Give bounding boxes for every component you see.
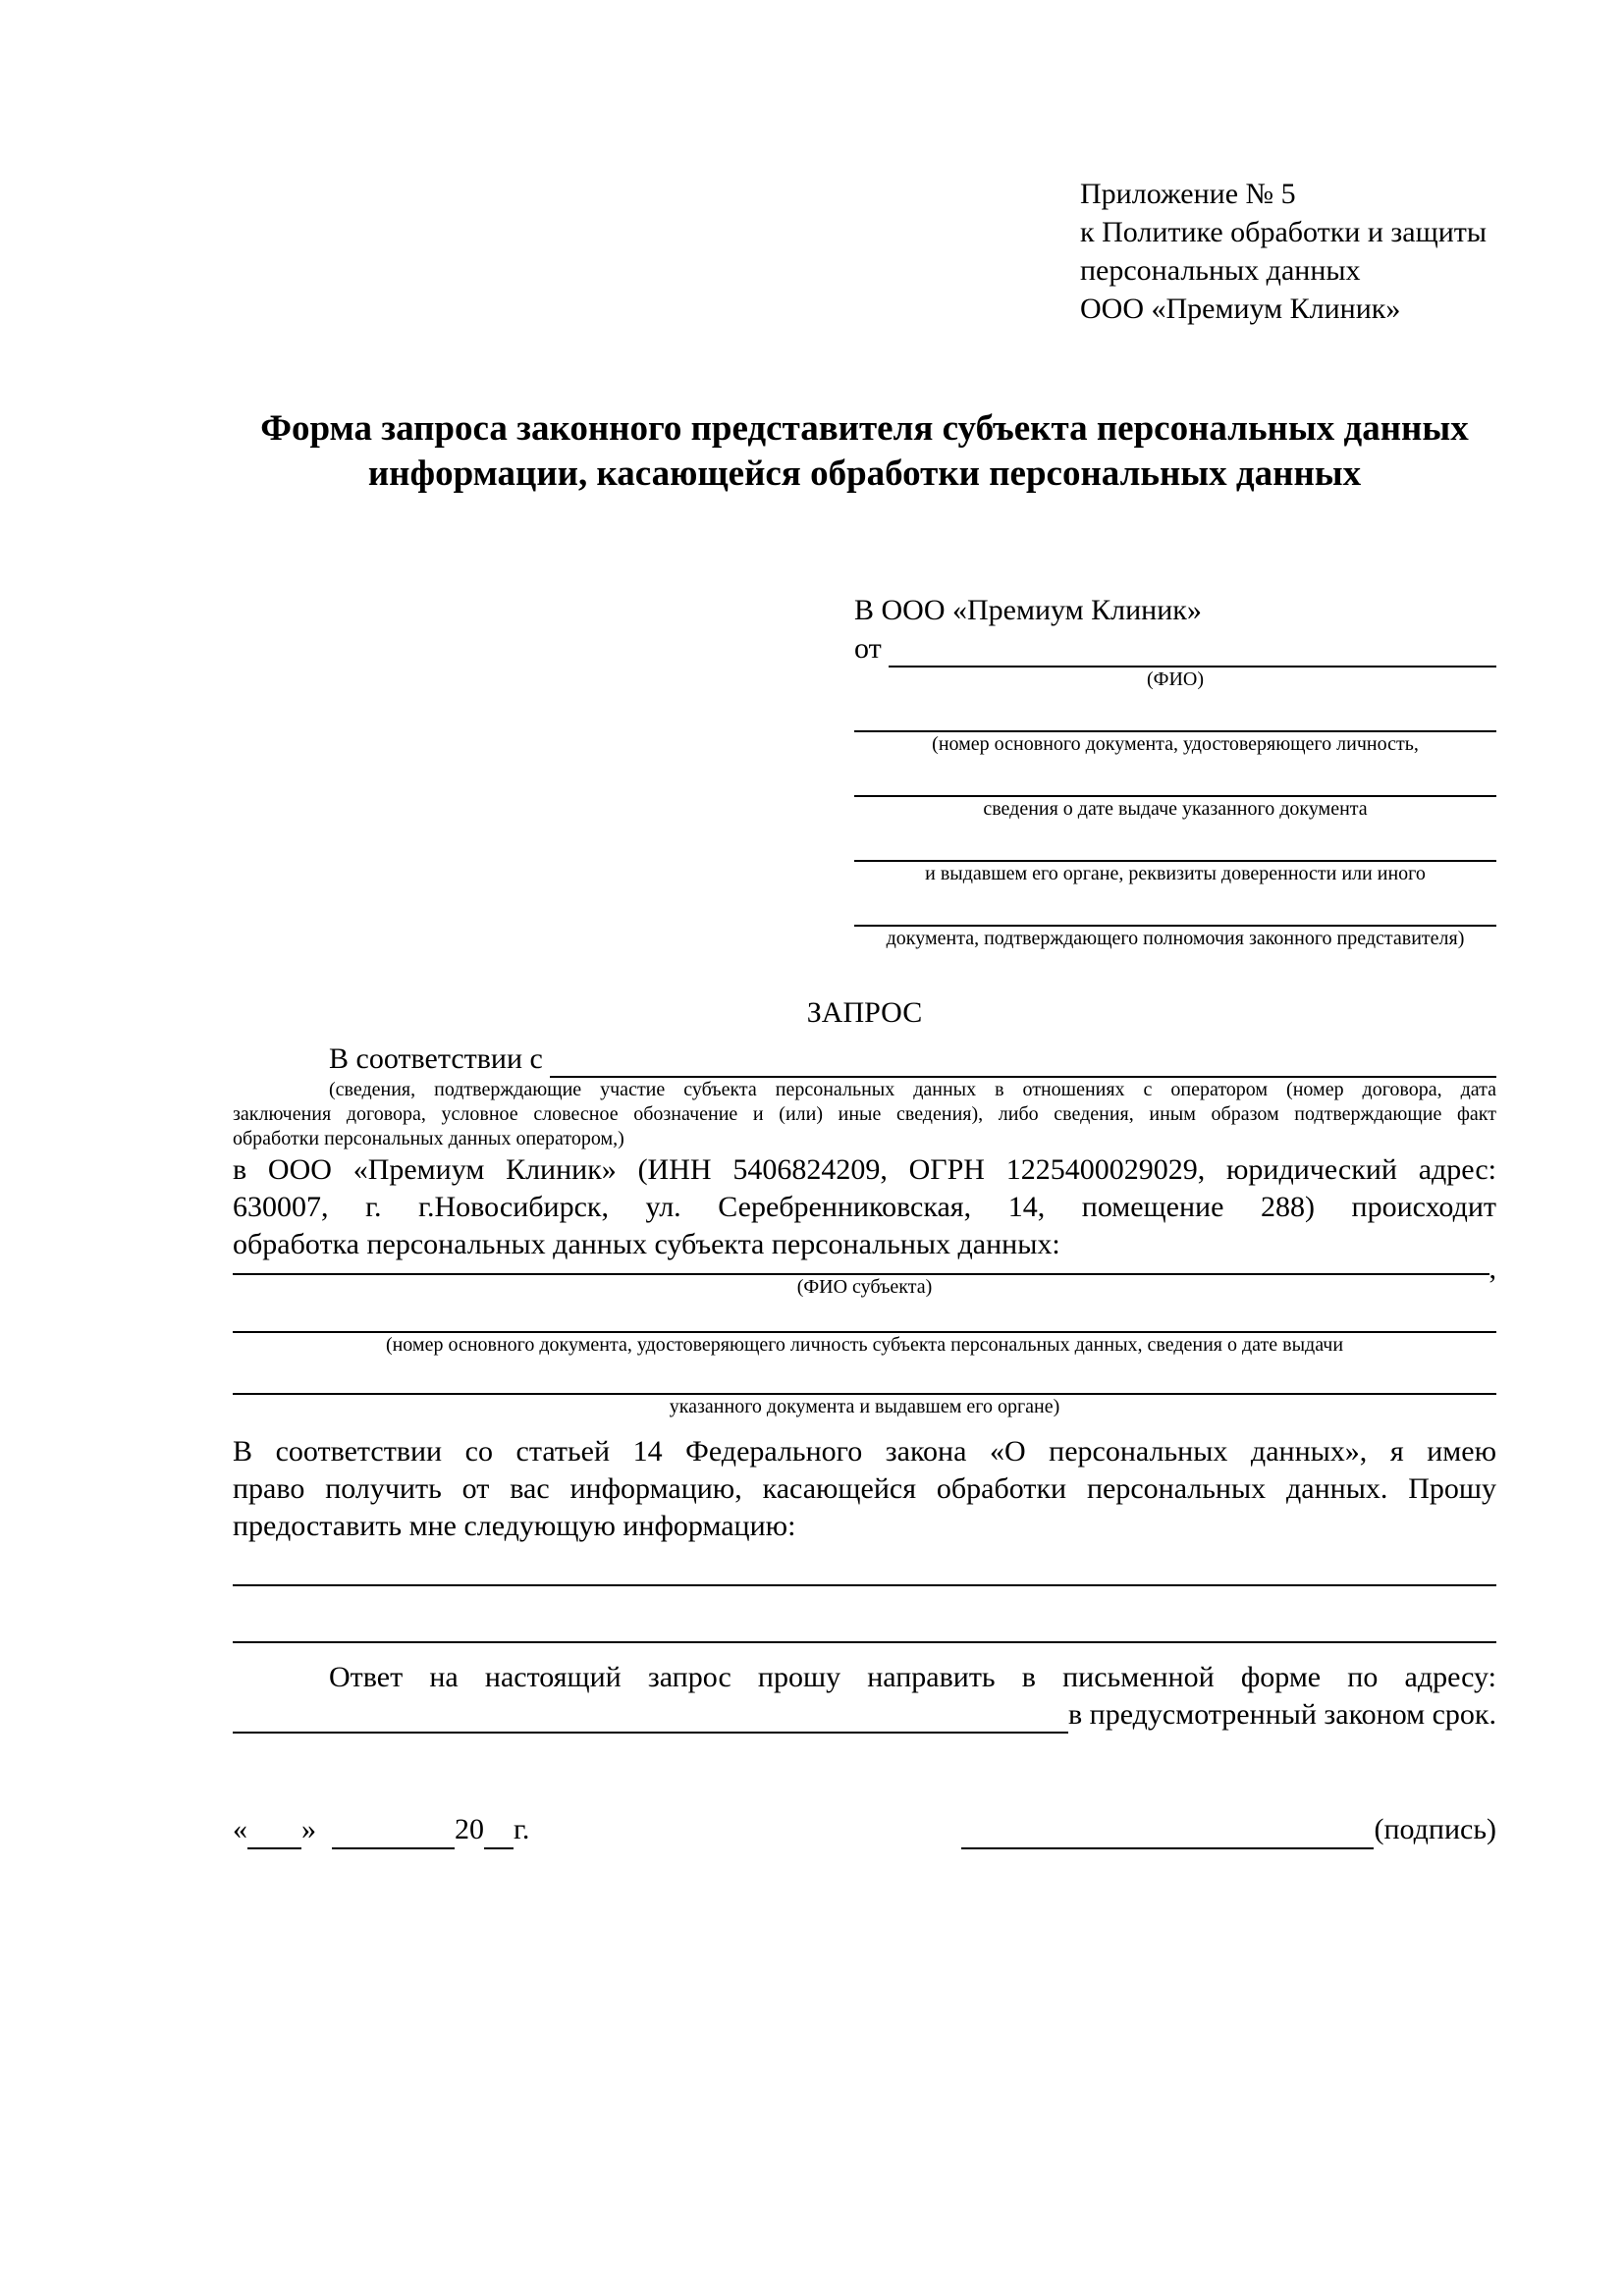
- request-heading: ЗАПРОС: [806, 996, 923, 1029]
- rights-paragraph: [233, 1433, 1496, 1545]
- representative-fio-field[interactable]: [889, 632, 1496, 667]
- representative-authority-doc-field[interactable]: [854, 885, 1496, 927]
- subject-fio-field[interactable]: [233, 1261, 1489, 1275]
- representative-doc-number-field[interactable]: [854, 691, 1496, 732]
- doc-caption: сведения о дате выдаче указанного документа: [983, 798, 1368, 820]
- subject-doc-issuer-field[interactable]: [233, 1358, 1496, 1395]
- open-quote: «: [233, 1813, 247, 1845]
- operator-line: 630007, г. г.Новосибирск, ул. Серебренниковская, 14, помещение 288) происходит: [233, 1191, 1496, 1223]
- addressee-block: [854, 591, 1496, 950]
- subject-caption: (номер основного документа, удостоверяющего личность субъекта персональных данных, сведения о дате выдачи: [385, 1334, 1344, 1356]
- processing-basis-field[interactable]: [550, 1042, 1496, 1078]
- day-field[interactable]: [247, 1818, 301, 1849]
- appendix-line: ООО «Премиум Клиник»: [1080, 293, 1401, 325]
- basis-note-line: (сведения, подтверждающие участие субъекта персональных данных в отношениях с оператором (номер договора, дата: [329, 1079, 1496, 1100]
- fio-caption: (ФИО): [1146, 668, 1204, 690]
- doc-caption: и выдавшем его органе, реквизиты доверенности или иного: [925, 863, 1426, 884]
- form-title: [233, 406, 1496, 497]
- form-title-line: информации, касающейся обработки персональных данных: [367, 454, 1362, 494]
- answer-address-field[interactable]: [233, 1698, 1068, 1734]
- appendix-block: [1080, 175, 1496, 328]
- appendix-line: к Политике обработки и защиты: [1080, 216, 1488, 248]
- form-title-line: Форма запроса законного представителя субъекта персональных данных: [260, 408, 1469, 449]
- requested-info-field[interactable]: [233, 1545, 1496, 1586]
- date-field-group: [233, 1810, 529, 1849]
- basis-note-line: обработки персональных данных оператором,): [233, 1128, 624, 1149]
- rights-line: В соответствии со статьей 14 Федерального закона «О персональных данных», я имею: [233, 1435, 1496, 1468]
- comma: ,: [1489, 1253, 1496, 1285]
- year-prefix: 20: [455, 1813, 484, 1845]
- close-quote: »: [301, 1813, 316, 1845]
- basis-note-line: заключения договора, условное словесное обозначение и (или) иные сведения), либо сведения, иным образом подтверждающие факт: [233, 1103, 1496, 1125]
- from-label: от: [854, 632, 890, 665]
- appendix-line: Приложение № 5: [1080, 178, 1296, 210]
- signature-group: [961, 1810, 1496, 1849]
- signature-field[interactable]: [961, 1818, 1374, 1849]
- answer-address-row: [233, 1696, 1496, 1734]
- answer-suffix: в предусмотренный законом срок.: [1068, 1698, 1496, 1731]
- according-row: [233, 1040, 1496, 1078]
- appendix-line: персональных данных: [1080, 254, 1361, 287]
- addressee-to: В ООО «Премиум Клиник»: [854, 594, 1202, 626]
- basis-note: [233, 1078, 1496, 1151]
- year-suffix: г.: [514, 1813, 530, 1845]
- rights-line: предоставить мне следующую информацию:: [233, 1510, 796, 1542]
- doc-caption: (номер основного документа, удостоверяющего личность,: [932, 733, 1419, 755]
- answer-line: Ответ на настоящий запрос прошу направить в письменной форме по адресу:: [329, 1661, 1496, 1693]
- operator-line: в ООО «Премиум Клиник» (ИНН 5406824209, ОГРН 1225400029029, юридический адрес:: [233, 1153, 1496, 1186]
- from-row: [854, 629, 1496, 667]
- month-field[interactable]: [332, 1818, 455, 1849]
- rights-line: право получить от вас информацию, касающейся обработки персональных данных. Прошу: [233, 1472, 1496, 1505]
- requested-info-field[interactable]: [233, 1586, 1496, 1643]
- signature-row: [233, 1810, 1496, 1849]
- subject-doc-number-field[interactable]: [233, 1300, 1496, 1333]
- signature-caption: (подпись): [1374, 1813, 1496, 1845]
- subject-caption: указанного документа и выдавшем его органе): [669, 1396, 1060, 1417]
- representative-doc-issuer-field[interactable]: [854, 821, 1496, 862]
- representative-doc-date-field[interactable]: [854, 756, 1496, 797]
- year-field[interactable]: [484, 1818, 514, 1849]
- operator-paragraph: [233, 1151, 1496, 1263]
- subject-caption: (ФИО субъекта): [796, 1276, 933, 1298]
- operator-line: обработка персональных данных субъекта персональных данных:: [233, 1228, 1060, 1260]
- subject-fio-row: [233, 1253, 1496, 1285]
- doc-caption: документа, подтверждающего полномочия законного представителя): [886, 928, 1465, 949]
- according-label: В соответствии с: [329, 1042, 551, 1075]
